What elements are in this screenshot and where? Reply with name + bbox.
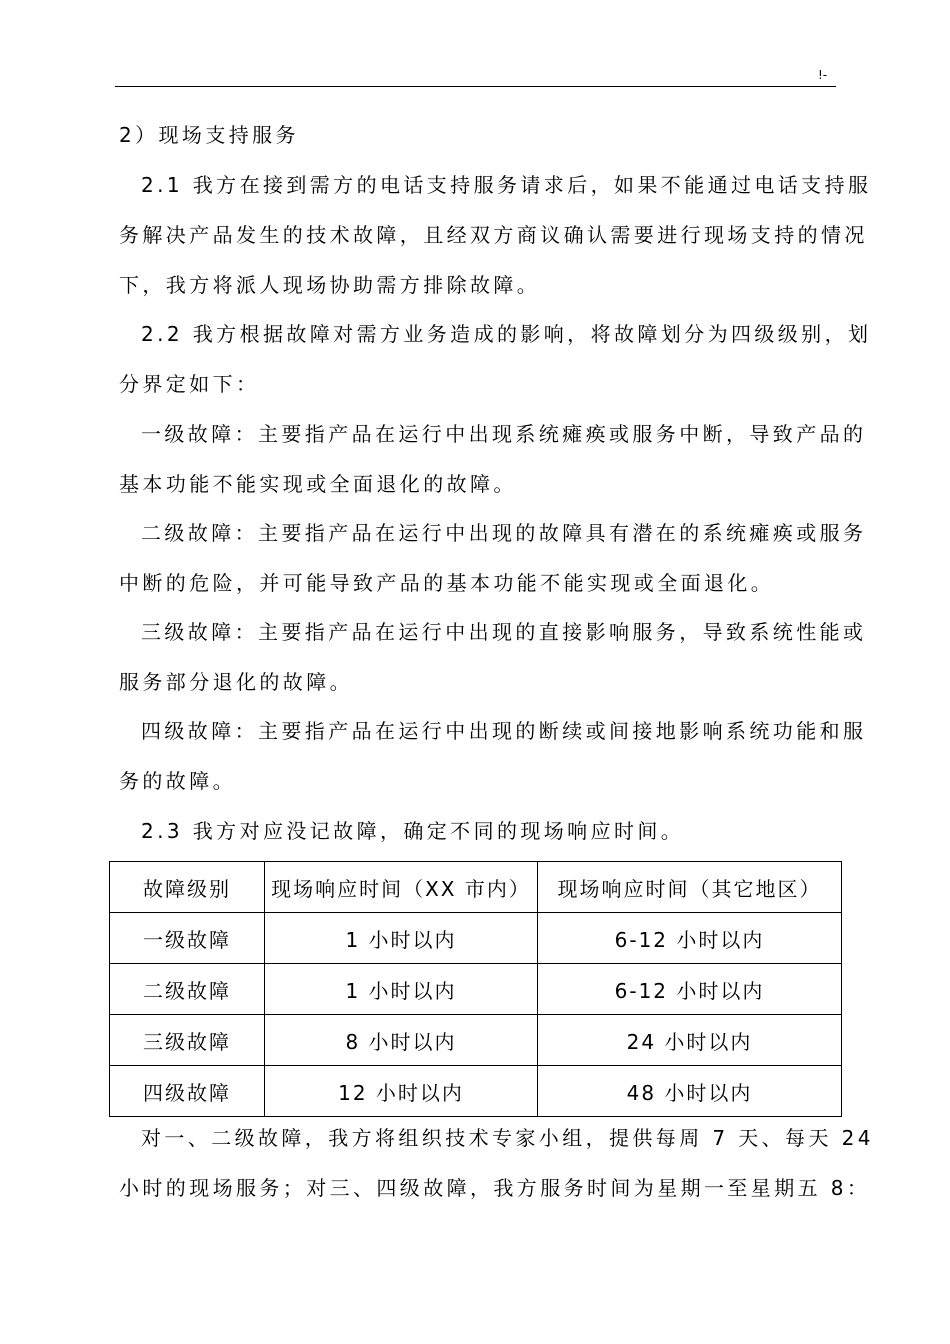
table-cell: 1 小时以内 <box>265 913 538 964</box>
table-cell: 12 小时以内 <box>265 1066 538 1117</box>
table-cell: 6-12 小时以内 <box>538 913 842 964</box>
table-header-cell: 现场响应时间（XX 市内） <box>265 862 538 913</box>
paragraph-line: 中断的危险，并可能导致产品的基本功能不能实现或全面退化。 <box>119 571 775 595</box>
table-row <box>110 1015 842 1066</box>
fault-level-1-paragraph <box>119 409 867 509</box>
table-cell: 三级故障 <box>110 1015 265 1066</box>
table-cell: 6-12 小时以内 <box>538 964 842 1015</box>
page-mark: !- <box>818 68 828 82</box>
response-time-table <box>109 861 842 1117</box>
table-cell: 四级故障 <box>110 1066 265 1117</box>
paragraph-line: 2.1 我方在接到需方的电话支持服务请求后，如果不能通过电话支持服 <box>141 173 872 197</box>
paragraph-line: 四级故障：主要指产品在运行中出现的断续或间接地影响系统功能和服 <box>141 719 867 743</box>
paragraph-line: 2.2 我方根据故障对需方业务造成的影响，将故障划分为四级级别，划 <box>141 322 872 346</box>
table-cell: 8 小时以内 <box>265 1015 538 1066</box>
table-row <box>110 913 842 964</box>
paragraph-line: 务的故障。 <box>119 769 236 793</box>
paragraph-2-1 <box>119 160 872 310</box>
table-cell: 1 小时以内 <box>265 964 538 1015</box>
paragraph-line: 2.3 我方对应没记故障，确定不同的现场响应时间。 <box>141 819 685 843</box>
table-cell: 二级故障 <box>110 964 265 1015</box>
fault-level-4-paragraph <box>119 706 867 806</box>
paragraph-2-2 <box>119 309 872 409</box>
table-row <box>110 964 842 1015</box>
table-header-row <box>110 862 842 913</box>
paragraph-2-3 <box>119 806 839 856</box>
table-header-cell: 故障级别 <box>110 862 265 913</box>
paragraph-line: 服务部分退化的故障。 <box>119 670 353 694</box>
table-cell: 一级故障 <box>110 913 265 964</box>
table-cell: 24 小时以内 <box>538 1015 842 1066</box>
table-cell: 48 小时以内 <box>538 1066 842 1117</box>
paragraph-line: 基本功能不能实现或全面退化的故障。 <box>119 472 517 496</box>
paragraph-line: 小时的现场服务；对三、四级故障，我方服务时间为星期一至星期五 8： <box>119 1176 871 1200</box>
section-title-text: 2）现场支持服务 <box>119 123 299 147</box>
paragraph-line: 分界定如下： <box>119 372 260 396</box>
paragraph-line: 三级故障：主要指产品在运行中出现的直接影响服务，导致系统性能或 <box>141 620 867 644</box>
section-title <box>119 110 839 160</box>
paragraph-line: 二级故障：主要指产品在运行中出现的故障具有潜在的系统瘫痪或服务 <box>141 521 867 545</box>
fault-level-3-paragraph <box>119 607 867 707</box>
paragraph-line: 务解决产品发生的技术故障，且经双方商议确认需要进行现场支持的情况 <box>119 223 868 247</box>
closing-paragraph <box>119 1113 874 1213</box>
table-row <box>110 1066 842 1117</box>
paragraph-line: 一级故障：主要指产品在运行中出现系统瘫痪或服务中断，导致产品的 <box>141 422 867 446</box>
table-header-cell: 现场响应时间（其它地区） <box>538 862 842 913</box>
header-rule <box>115 86 836 87</box>
paragraph-line: 下，我方将派人现场协助需方排除故障。 <box>119 273 541 297</box>
fault-level-2-paragraph <box>119 508 867 608</box>
paragraph-line: 对一、二级故障，我方将组织技术专家小组，提供每周 7 天、每天 24 <box>141 1126 874 1150</box>
